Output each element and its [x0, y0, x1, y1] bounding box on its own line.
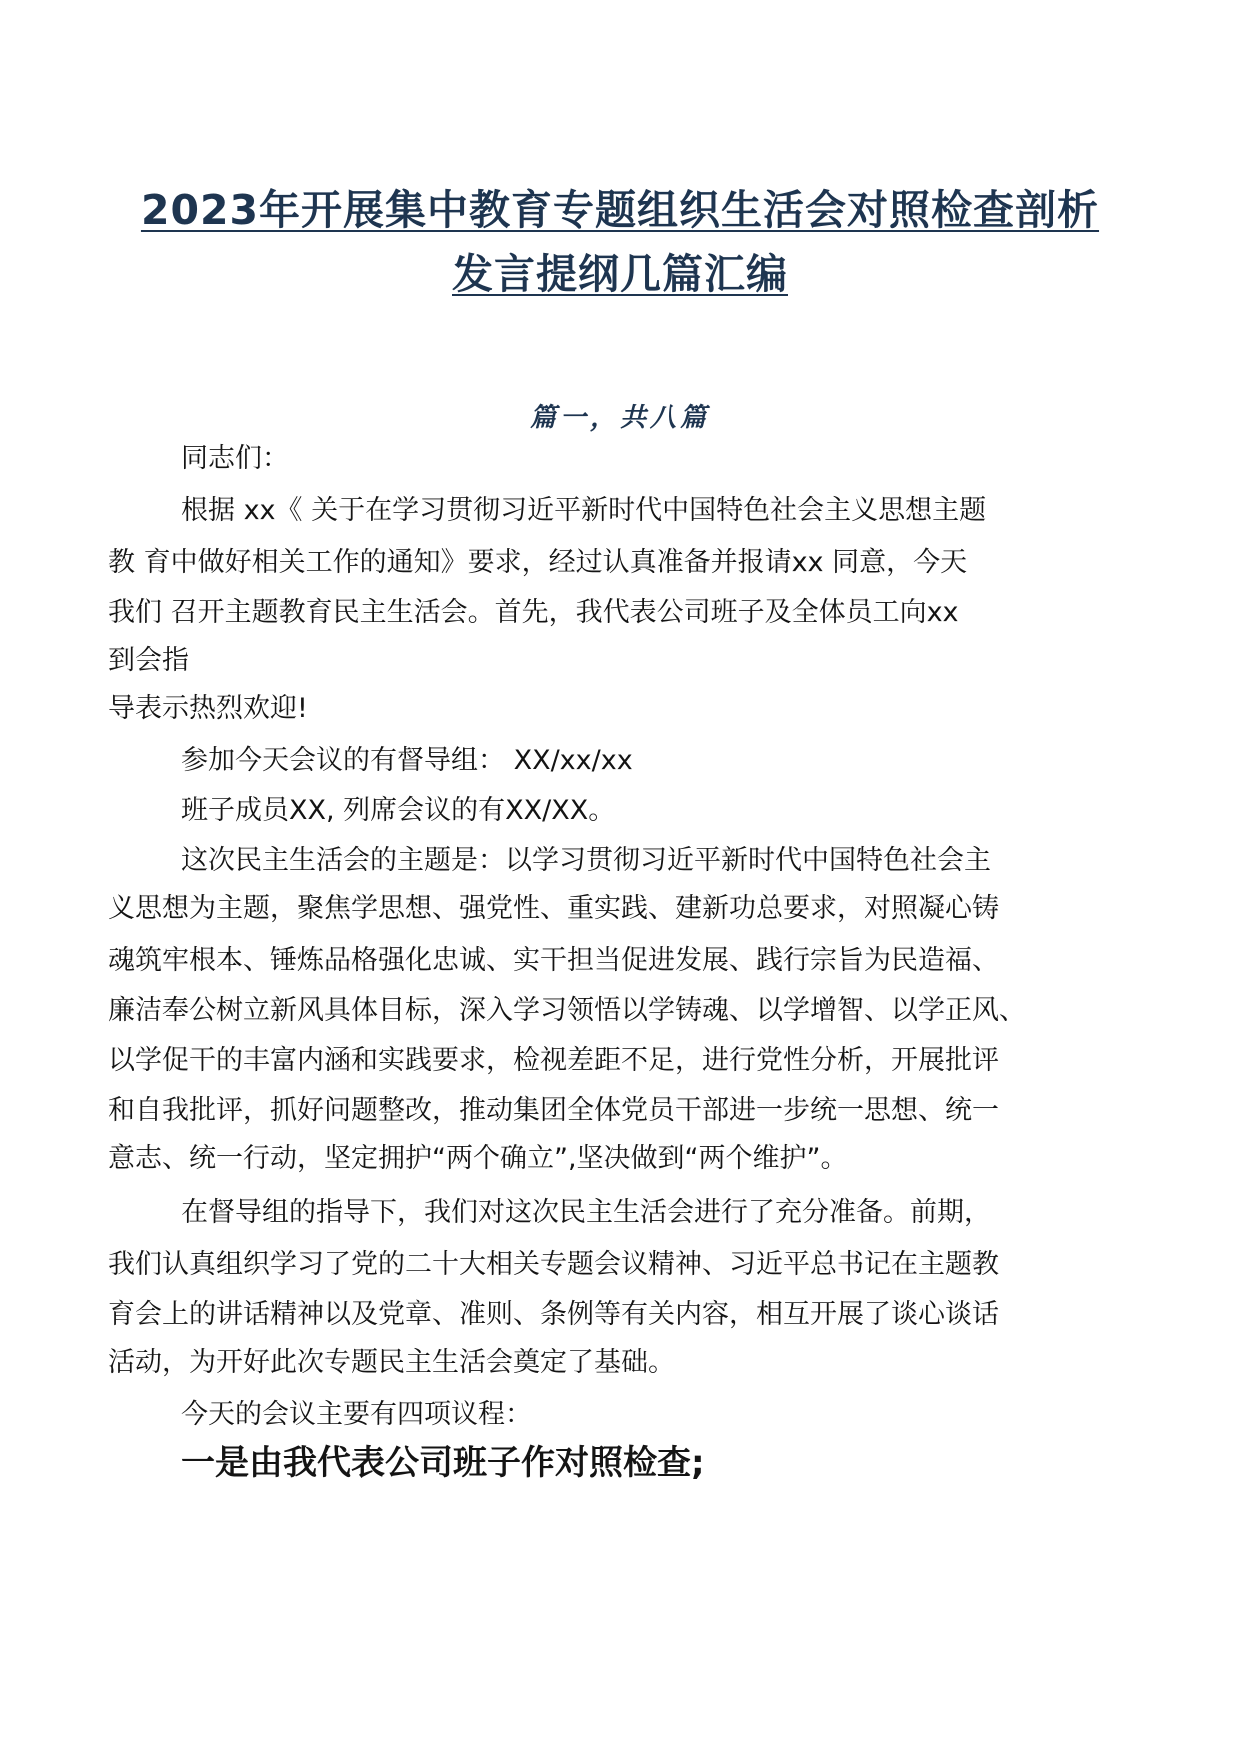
paragraph-preparation-line: 我们认真组织学习了党的二十大相关专题会议精神、习近平总书记在主题教 [108, 1249, 999, 1280]
paragraph-1-line: 我们 召开主题教育民主生活会。首先，我代表公司班子及全体员工向xx [108, 597, 959, 628]
document-title-line-2: 发言提纲几篇汇编 [452, 250, 788, 298]
paragraph-theme-line: 意志、统一行动，坚定拥护“两个确立”,坚决做到“两个维护”。 [108, 1143, 848, 1174]
paragraph-theme-line: 义思想为主题，聚焦学思想、强党性、重实践、建新功总要求，对照凝心铸 [108, 893, 999, 924]
paragraph-1-line: 根据 xx《 关于在学习贯彻习近平新时代中国特色社会主义思想主题 [181, 495, 987, 526]
paragraph-theme-line: 廉洁奉公树立新风具体目标，深入学习领悟以学铸魂、以学增智、以学正风、 [108, 995, 1026, 1026]
greeting: 同志们： [181, 443, 289, 474]
agenda-item-1: 一是由我代表公司班子作对照检查; [181, 1443, 705, 1483]
supervision-group-line: 参加今天会议的有督导组： XX/xx/xx [181, 745, 633, 776]
paragraph-theme-line: 魂筑牢根本、锤炼品格强化忠诚、实干担当促进发展、践行宗旨为民造福、 [108, 945, 999, 976]
paragraph-1-line: 到会指 [108, 645, 189, 676]
paragraph-preparation-line: 育会上的讲话精神以及党章、准则、条例等有关内容，相互开展了谈心谈话 [108, 1299, 999, 1330]
document-title-line-1: 2023年开展集中教育专题组织生活会对照检查剖析 [140, 186, 1100, 234]
paragraph-theme-line: 这次民主生活会的主题是：以学习贯彻习近平新时代中国特色社会主 [181, 845, 991, 876]
agenda-intro: 今天的会议主要有四项议程： [181, 1399, 532, 1430]
paragraph-1-line: 导表示热烈欢迎! [108, 693, 308, 724]
section-subheading: 篇一，共八篇 [529, 403, 710, 433]
paragraph-theme-line: 以学促干的丰富内涵和实践要求，检视差距不足，进行党性分析，开展批评 [108, 1045, 999, 1076]
paragraph-1-line: 教 育中做好相关工作的通知》要求，经过认真准备并报请xx 同意，今天 [108, 547, 968, 578]
paragraph-preparation-line: 活动，为开好此次专题民主生活会奠定了基础。 [108, 1347, 675, 1378]
paragraph-theme-line: 和自我批评，抓好问题整改，推动集团全体党员干部进一步统一思想、统一 [108, 1095, 999, 1126]
paragraph-preparation-line: 在督导组的指导下，我们对这次民主生活会进行了充分准备。前期， [181, 1197, 991, 1228]
attendees-line: 班子成员XX, 列席会议的有XX/XX。 [181, 795, 616, 826]
